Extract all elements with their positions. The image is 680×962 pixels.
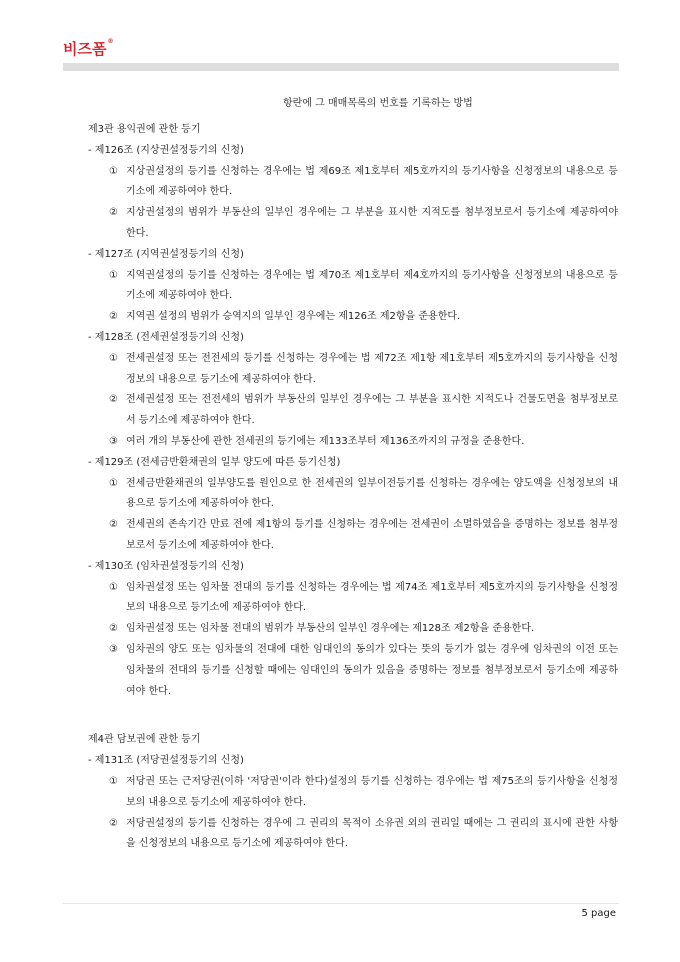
clause-number: ② <box>109 207 118 219</box>
clause-item <box>88 619 618 640</box>
footer-divider <box>63 903 619 904</box>
clause-text: 전세권의 존속기간 만료 전에 제1항의 등기를 신청하는 경우에는 전세권이 소멸하였음을 증명하는 정보를 첨부정보로서 등기소에 제공하여야 한다. <box>126 519 618 551</box>
clause-number: ③ <box>109 435 118 447</box>
clause-item <box>88 474 618 516</box>
bizform-logo: 비즈폼® <box>63 38 114 58</box>
clause-number: ① <box>109 352 118 364</box>
clause-text: 임차권설정 또는 임차물 전대의 등기를 신청하는 경우에는 법 제74조 제1호부터 제5호까지의 등기사항을 신청정보의 내용으로 등기소에 제공하여야 한다. <box>126 581 618 614</box>
clause-item <box>88 266 618 308</box>
clause-item <box>88 307 618 328</box>
article-heading: - 제128조 (전세권설정등기의 신청) <box>88 331 244 343</box>
clause-item <box>88 578 618 620</box>
clause-text: 저당권설정의 등기를 신청하는 경우에 그 권리의 목적이 소유권 외의 권리일 때에는 그 권리의 표시에 관한 사항을 신청정보의 내용으로 등기소에 제공하여야 한다. <box>126 817 618 850</box>
clause-text: 지상권설정의 범위가 부동산의 일부인 경우에는 그 부분을 표시한 지적도를 첨부정보로서 등기소에 제공하여야 한다. <box>126 207 618 239</box>
clause-item <box>88 772 618 814</box>
clause-text: 전세권설정 또는 전전세의 범위가 부동산의 일부인 경우에는 그 부분을 표시한 지적도나 건물도면을 첨부정보로서 등기소에 제공하여야 한다. <box>126 394 618 427</box>
clause-number: ② <box>109 519 118 531</box>
clause-text: 지역권설정의 등기를 신청하는 경우에는 법 제70조 제1호부터 제4호까지의 등기사항을 신청정보의 내용으로 등기소에 제공하여야 한다. <box>126 269 618 302</box>
clause-item <box>88 814 618 856</box>
header-bar <box>63 63 619 71</box>
clause-item <box>88 203 618 245</box>
clause-text: 임차권의 양도 또는 임차물의 전대에 대한 임대인의 동의가 있다는 뜻의 등기가 없는 경우에 임차권의 이전 또는 임차물의 전대의 등기를 신청할 때에는 임대인의 동의가 있음을 증명하는 정보를 첨부정보로서 등기소에 제공하여야 한다. <box>126 643 618 697</box>
clause-number: ① <box>109 165 118 177</box>
article-heading: - 제126조 (지상권설정등기의 신청) <box>88 144 244 156</box>
intro-line: 항란에 그 매매목록의 번호를 기록하는 방법 <box>283 98 473 109</box>
clause-text: 저당권 또는 근저당권(이하 '저당권'이라 한다)설정의 등기를 신청하는 경우에는 법 제75조의 등기사항을 신청정보의 내용으로 등기소에 제공하여야 한다. <box>126 775 618 808</box>
clause-number: ① <box>109 581 118 593</box>
section-title: 제4관 담보권에 관한 등기 <box>88 734 201 746</box>
clause-number: ② <box>109 394 118 406</box>
clause-text: 지상권설정의 등기를 신청하는 경우에는 법 제69조 제1호부터 제5호까지의 등기사항을 신청정보의 내용으로 등기소에 제공하여야 한다. <box>126 165 618 198</box>
section-gap <box>88 702 618 722</box>
registered-mark: ® <box>107 38 114 45</box>
article-heading: - 제131조 (저당권설정등기의 신청) <box>88 755 244 767</box>
page-number: 5 page <box>581 908 616 919</box>
clause-item <box>88 349 618 391</box>
clause-item <box>88 515 618 557</box>
clause-text: 전세권설정 또는 전전세의 등기를 신청하는 경우에는 법 제72조 제1항 제1호부터 제5호까지의 등기사항을 신청정보의 내용으로 등기소에 제공하여야 한다. <box>126 352 618 385</box>
clause-number: ③ <box>109 643 118 655</box>
article-heading: - 제130조 (임차권설정등기의 신청) <box>88 560 244 572</box>
article-heading: - 제127조 (지역권설정등기의 신청) <box>88 248 244 260</box>
clause-number: ① <box>109 477 118 489</box>
clause-number: ② <box>109 623 118 635</box>
clause-number: ① <box>109 775 118 787</box>
clause-number: ① <box>109 269 118 281</box>
clause-item <box>88 640 618 702</box>
clause-item <box>88 432 618 453</box>
clause-number: ② <box>109 311 118 323</box>
section-title: 제3관 용익권에 관한 등기 <box>88 124 201 135</box>
clause-item <box>88 390 618 432</box>
clause-text: 전세금반환채권의 일부양도를 원인으로 한 전세권의 일부이전등기를 신청하는 경우에는 양도액을 신청정보의 내용으로 등기소에 제공하여야 한다. <box>126 477 618 510</box>
clause-number: ② <box>109 817 118 829</box>
clause-text: 지역권 설정의 범위가 승역지의 일부인 경우에는 제126조 제2항을 준용한다. <box>126 311 461 323</box>
clause-text: 여러 개의 부동산에 관한 전세권의 등기에는 제133조부터 제136조까지의 규정을 준용한다. <box>126 435 525 447</box>
clause-item <box>88 162 618 204</box>
clause-text: 임차권설정 또는 임차물 전대의 범위가 부동산의 일부인 경우에는 제128조 제2항을 준용한다. <box>126 623 535 635</box>
document-body <box>88 120 618 855</box>
article-heading: - 제129조 (전세금반환채권의 일부 양도에 따른 등기신청) <box>88 456 341 468</box>
